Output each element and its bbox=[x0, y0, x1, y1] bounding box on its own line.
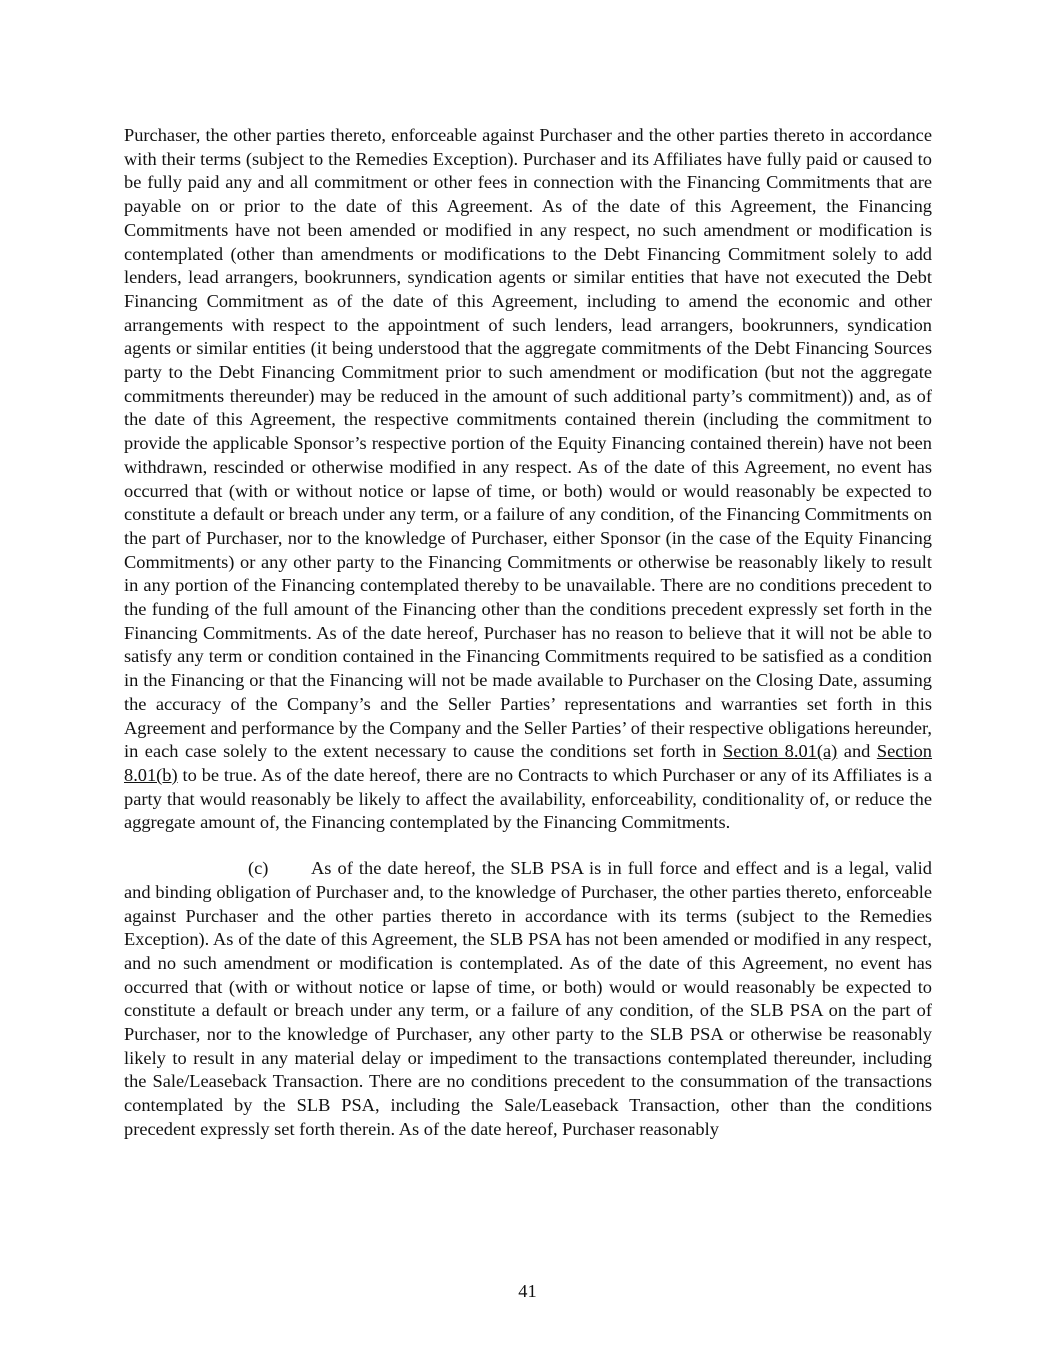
section-reference-8-01-a: Section 8.01(a) bbox=[723, 741, 838, 762]
paragraph-b-text-1: Purchaser, the other parties thereto, enforceable against Purchaser and the other parties thereto in accordance with their terms (subject to the Remedies Exception). Purchaser and its Affiliates have fully paid or caused to be fully paid any and all commitment or other fees in connection with the Financing Commitments that are payable on or prior to the date of this Agreement. As of the date of this Agreement, the Financing Commitments have not been amended or modified in any respect, no such amendment or modification is contemplated (other than amendments or modifications to the Debt Financing Commitment solely to add lenders, lead arrangers, bookrunners, syndication agents or similar entities that have not executed the Debt Financing Commitment as of the date of this Agreement, including to amend the economic and other arrangements with respect to the appointment of such lenders, lead arrangers, bookrunners, syndication agents or similar entities (it being understood that the aggregate commitments of the Debt Financing Sources party to the Debt Financing Commitment prior to such amendment or modification (but not the aggregate commitments thereunder) may be reduced in the amount of such additional party’s commitment)) and, as of the date of this Agreement, the respective commitments contained therein (including the commitment to provide the applicable Sponsor’s respective portion of the Equity Financing contained therein) have not been withdrawn, rescinded or otherwise modified in any respect. As of the date of this Agreement, no event has occurred that (with or without notice or lapse of time, or both) would or would reasonably be expected to constitute a default or breach under any term, or a failure of any condition, of the Financing Commitments on the part of Purchaser, nor to the knowledge of Purchaser, either Sponsor (in the case of the Equity Financing Commitments) or any other party to the Financing Commitments or otherwise be reasonably likely to result in any portion of the Financing contemplated thereby to be unavailable. There are no conditions precedent to the funding of the full amount of the Financing other than the conditions precedent expressly set forth in the Financing Commitments. As of the date hereof, Purchaser has no reason to believe that it will not be able to satisfy any term or condition contained in the Financing Commitments required to be satisfied as a condition in the Financing or that the Financing will not be made available to Purchaser on the Closing Date, assuming the accuracy of the Company’s and the Seller Parties’ representations and warranties set forth in this Agreement and performance by the Company and the Seller Parties’ of their respective obligations hereunder, in each case solely to the extent necessary to cause the conditions set forth in bbox=[124, 125, 932, 762]
section-reference-8-01-b: Section 8.01(b) bbox=[124, 741, 933, 785]
page-number: 41 bbox=[518, 1281, 537, 1301]
document-page bbox=[124, 124, 932, 1142]
paragraph-b-text-2: and bbox=[837, 741, 877, 762]
paragraph-c bbox=[124, 857, 932, 1141]
paragraph-b-continuation bbox=[124, 124, 932, 835]
paragraph-c-label: (c) bbox=[248, 858, 269, 879]
paragraph-c-text: As of the date hereof, the SLB PSA is in full force and effect and is a legal, valid and binding obligation of Purchaser and, to the knowledge of Purchaser, the other parties thereto, enforceable against Purchaser and the other parties thereto in accordance with its terms (subject to the Remedies Exception). As of the date of this Agreement, the SLB PSA has not been amended or modified in any respect, and no such amendment or modification is contemplated. As of the date of this Agreement, no event has occurred that (with or without notice or lapse of time, or both) would or would reasonably be expected to constitute a default or breach under any term, or a failure of any condition, of the SLB PSA on the part of Purchaser, nor to the knowledge of Purchaser, any other party to the SLB PSA or otherwise be reasonably likely to result in any material delay or impediment to the transactions contemplated thereunder, including the Sale/Leaseback Transaction. There are no conditions precedent to the consummation of the transactions contemplated by the SLB PSA, including the Sale/Leaseback Transaction, other than the conditions precedent expressly set forth therein. As of the date hereof, Purchaser reasonably bbox=[124, 858, 932, 1139]
paragraph-b-text-3: to be true. As of the date hereof, there are no Contracts to which Purchaser or any of its Affiliates is a party that would reasonably be likely to affect the availability, enforceability, conditionality of, or reduce the aggregate amount of, the Financing contemplated by the Financing Commitments. bbox=[124, 764, 932, 833]
